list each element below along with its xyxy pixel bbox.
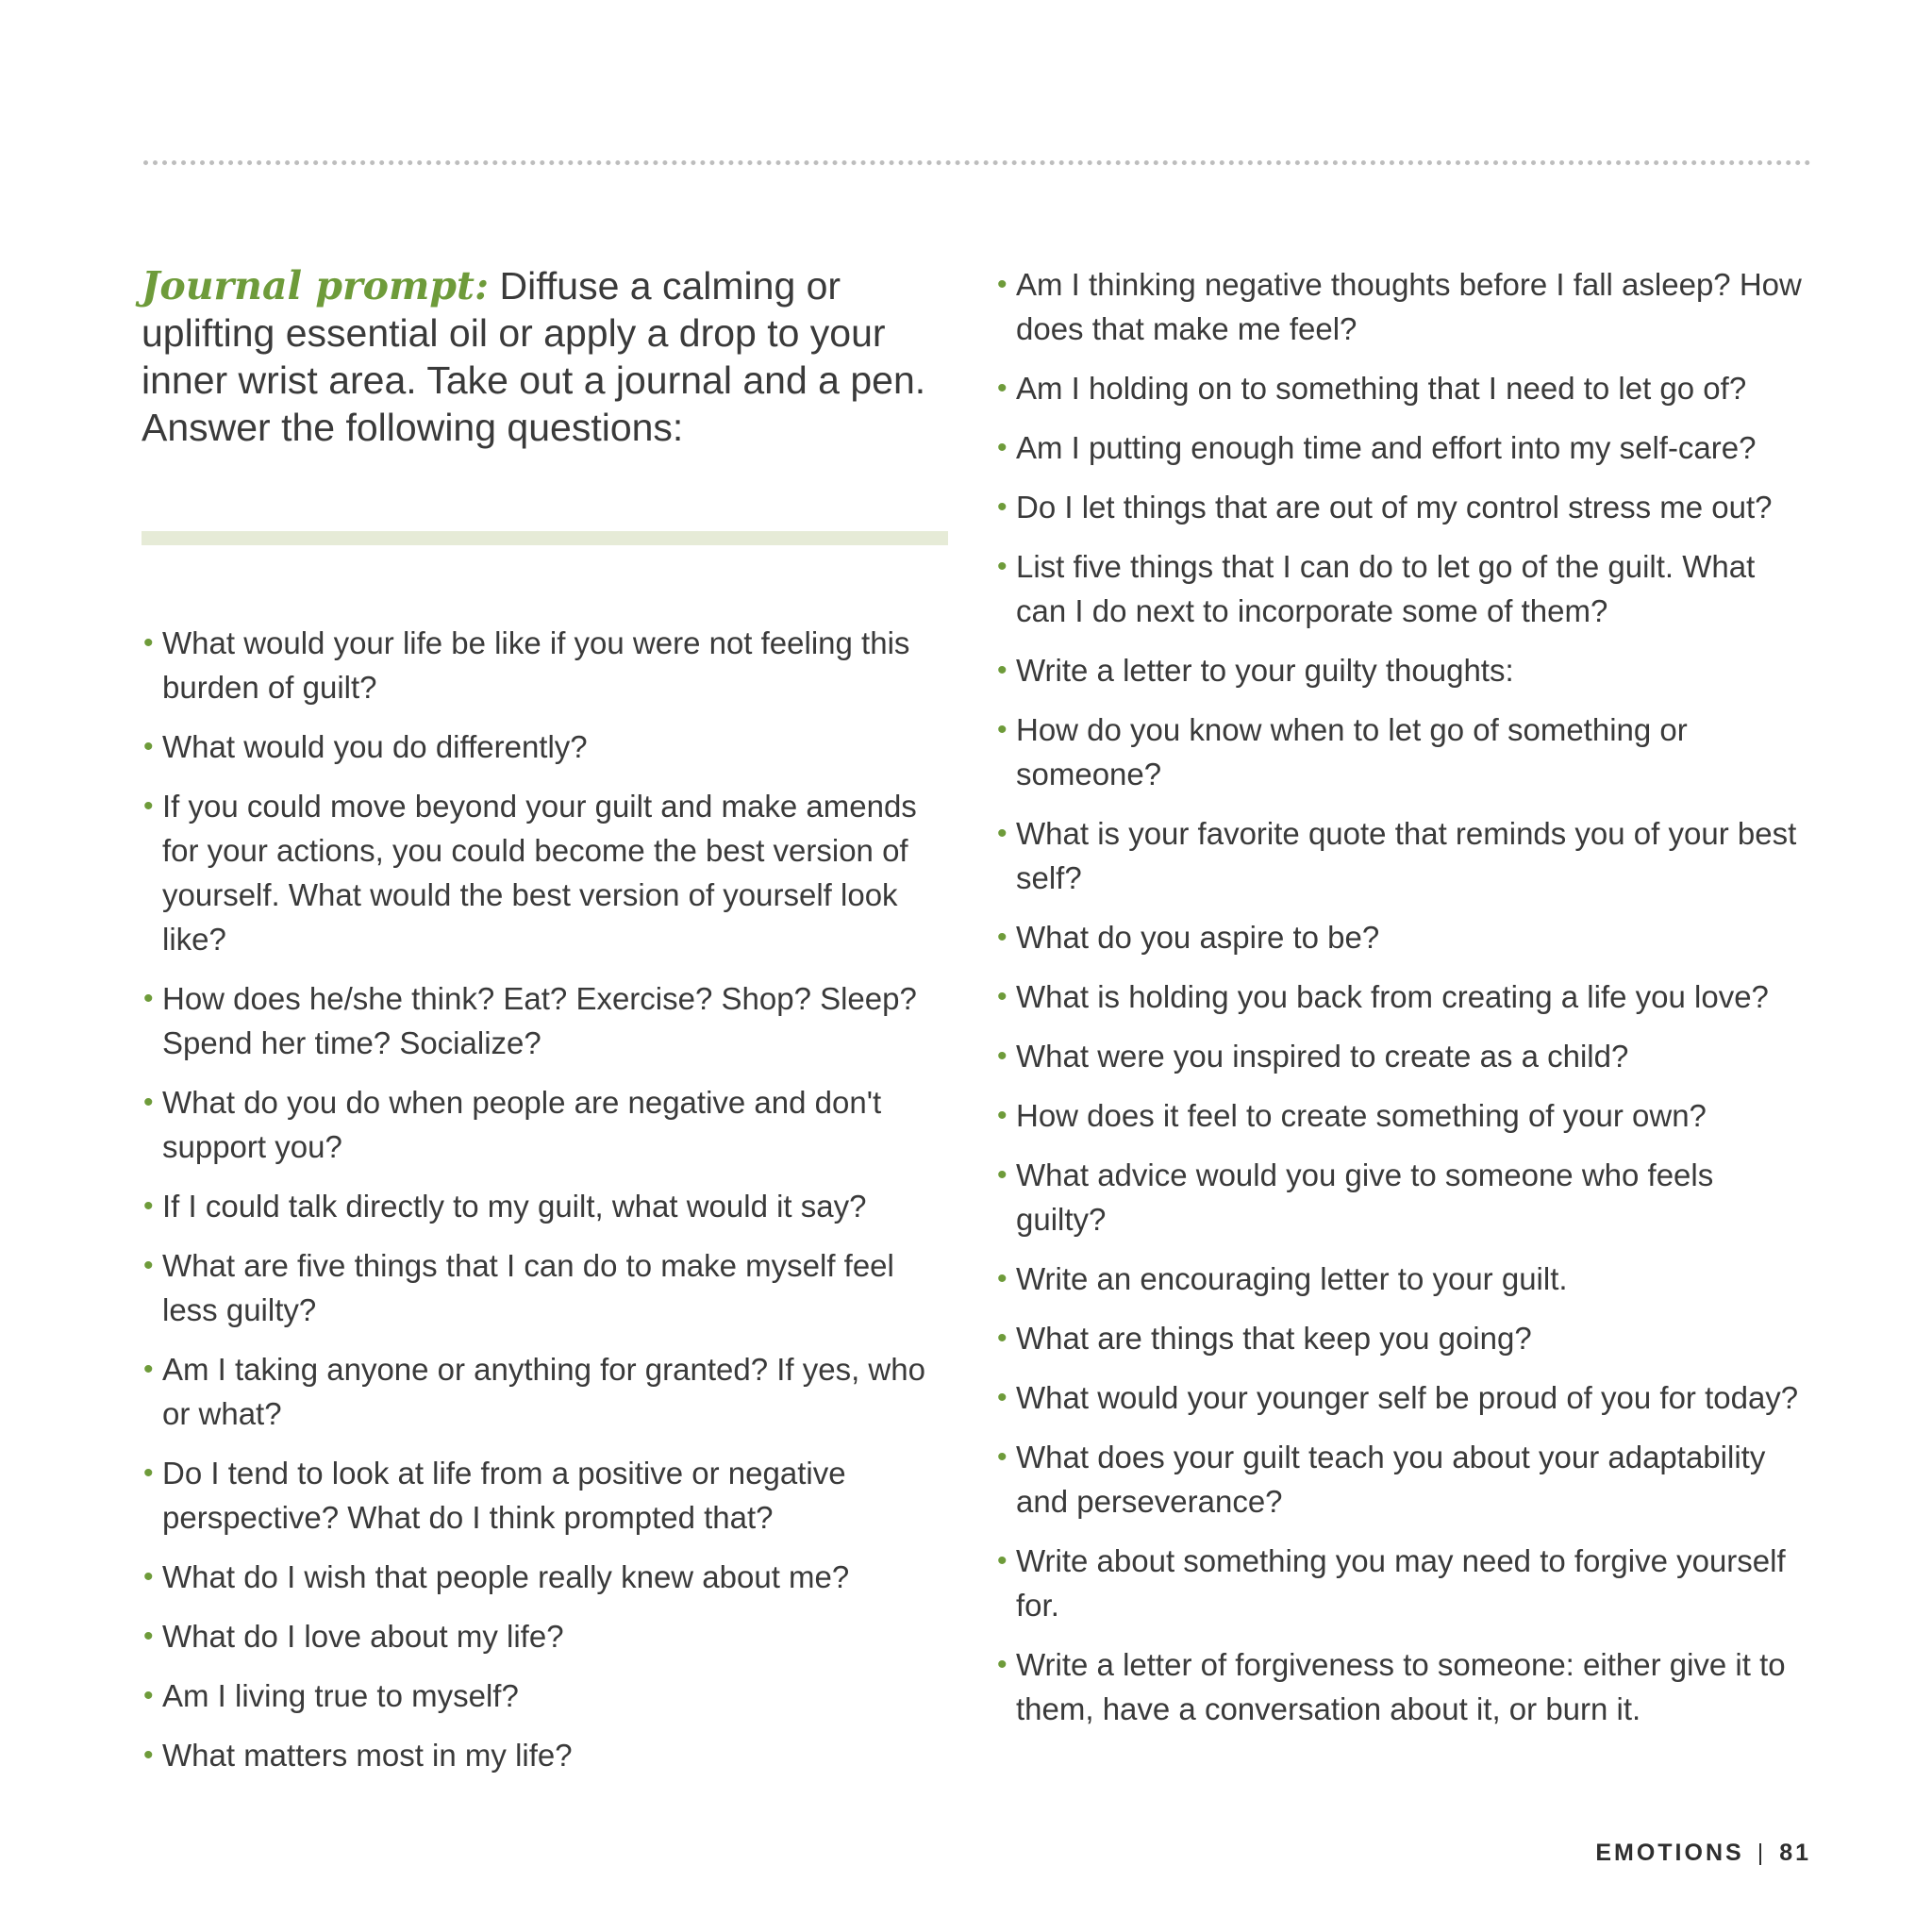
question-text: What do you do when people are negative and don't support you?: [162, 1085, 882, 1164]
question-text: What are five things that I can do to make myself feel less guilty?: [162, 1248, 894, 1327]
question-text: Do I tend to look at life from a positive or negative perspective? What do I think prompted that?: [162, 1456, 846, 1535]
bullet-icon: •: [143, 1250, 154, 1281]
list-item: [995, 425, 1811, 470]
bullet-icon: •: [997, 981, 1008, 1012]
list-item: [142, 724, 958, 769]
question-text: List five things that I can do to let go of the guilt. What can I do next to incorporate some of them?: [1016, 549, 1756, 628]
bullet-icon: •: [143, 1087, 154, 1118]
question-text: Write about something you may need to forgive yourself for.: [1016, 1543, 1786, 1623]
bullet-icon: •: [997, 1382, 1008, 1413]
question-text: How do you know when to let go of something or someone?: [1016, 712, 1688, 791]
list-item: [995, 1257, 1811, 1301]
bullet-icon: •: [997, 1545, 1008, 1576]
bullet-icon: •: [997, 1323, 1008, 1354]
list-item: [995, 262, 1811, 351]
question-text: What would your life be like if you were not feeling this burden of guilt?: [162, 625, 910, 705]
list-item: [142, 976, 958, 1065]
question-text: What does your guilt teach you about your adaptability and perseverance?: [1016, 1440, 1766, 1519]
question-list-right: [995, 262, 1811, 1746]
question-text: Am I putting enough time and effort into my self-care?: [1016, 430, 1757, 465]
list-item: [995, 366, 1811, 410]
list-item: [995, 648, 1811, 692]
list-item: [995, 1642, 1811, 1731]
question-text: What were you inspired to create as a child?: [1016, 1039, 1629, 1074]
journal-prompt-label: Journal prompt:: [142, 263, 490, 308]
list-item: [142, 1451, 958, 1540]
bullet-icon: •: [997, 491, 1008, 523]
list-item: [995, 811, 1811, 900]
question-text: Am I thinking negative thoughts before I fall asleep? How does that make me feel?: [1016, 267, 1802, 346]
bullet-icon: •: [143, 627, 154, 658]
bullet-icon: •: [143, 1191, 154, 1222]
journal-prompt-text: Diffuse a calming or uplifting essential oil or apply a drop to your inner wrist area. Take out a journal and a pen. Answer the following questions:: [142, 264, 926, 449]
bullet-icon: •: [997, 1159, 1008, 1191]
list-item: [142, 1733, 958, 1777]
section-divider-band: [142, 531, 948, 545]
question-text: How does he/she think? Eat? Exercise? Shop? Sleep? Spend her time? Socialize?: [162, 981, 917, 1060]
list-item: [995, 1153, 1811, 1241]
list-item: [995, 708, 1811, 796]
question-text: What do I love about my life?: [162, 1619, 564, 1654]
question-text: What matters most in my life?: [162, 1738, 573, 1773]
footer-separator: |: [1757, 1840, 1767, 1866]
list-item: [995, 544, 1811, 633]
dotted-divider: [143, 160, 1811, 165]
bullet-icon: •: [143, 1740, 154, 1771]
question-text: What do you aspire to be?: [1016, 920, 1380, 955]
question-text: What would your younger self be proud of you for today?: [1016, 1380, 1799, 1415]
question-text: If you could move beyond your guilt and make amends for your actions, you could become the best version of yourself. What would the best version of yourself look like?: [162, 789, 917, 957]
question-text: What would you do differently?: [162, 729, 588, 764]
list-item: [142, 1555, 958, 1599]
bullet-icon: •: [143, 983, 154, 1014]
bullet-icon: •: [997, 1441, 1008, 1473]
list-item: [995, 1435, 1811, 1524]
list-item: [142, 1184, 958, 1228]
question-text: Am I holding on to something that I need to let go of?: [1016, 371, 1747, 406]
list-item: [995, 1539, 1811, 1627]
bullet-icon: •: [997, 551, 1008, 582]
bullet-icon: •: [143, 731, 154, 762]
list-item: [995, 485, 1811, 529]
bullet-icon: •: [997, 432, 1008, 463]
question-text: If I could talk directly to my guilt, what would it say?: [162, 1189, 867, 1224]
bullet-icon: •: [997, 714, 1008, 745]
bullet-icon: •: [143, 1680, 154, 1711]
list-item: [995, 974, 1811, 1019]
list-item: [142, 1347, 958, 1436]
list-item: [995, 915, 1811, 959]
bullet-icon: •: [997, 269, 1008, 300]
list-item: [142, 621, 958, 709]
list-item: [995, 1093, 1811, 1138]
question-text: How does it feel to create something of your own?: [1016, 1098, 1707, 1133]
question-text: What is your favorite quote that reminds you of your best self?: [1016, 816, 1797, 895]
bullet-icon: •: [997, 922, 1008, 953]
question-text: Write a letter of forgiveness to someone: either give it to them, have a conversation about it, or burn it.: [1016, 1647, 1786, 1726]
question-text: What are things that keep you going?: [1016, 1321, 1532, 1356]
question-text: What is holding you back from creating a life you love?: [1016, 979, 1769, 1014]
bullet-icon: •: [997, 818, 1008, 849]
bullet-icon: •: [997, 1100, 1008, 1131]
bullet-icon: •: [143, 1354, 154, 1385]
list-item: [995, 1316, 1811, 1360]
list-item: [995, 1375, 1811, 1420]
question-text: What do I wish that people really knew about me?: [162, 1559, 850, 1594]
bullet-icon: •: [997, 655, 1008, 686]
bullet-icon: •: [143, 791, 154, 822]
list-item: [142, 1243, 958, 1332]
list-item: [142, 1080, 958, 1169]
question-list-left: [142, 621, 958, 1792]
bullet-icon: •: [143, 1621, 154, 1652]
journal-prompt-intro: [142, 262, 962, 451]
list-item: [142, 1674, 958, 1718]
bullet-icon: •: [143, 1457, 154, 1489]
list-item: [142, 784, 958, 961]
list-item: [142, 1614, 958, 1658]
bullet-icon: •: [997, 1041, 1008, 1072]
page-footer: [1595, 1840, 1811, 1867]
list-item: [995, 1034, 1811, 1078]
question-text: Am I living true to myself?: [162, 1678, 519, 1713]
question-text: Do I let things that are out of my control stress me out?: [1016, 490, 1773, 525]
bullet-icon: •: [997, 1263, 1008, 1294]
bullet-icon: •: [997, 1649, 1008, 1680]
footer-section-title: EMOTIONS: [1595, 1840, 1744, 1866]
bullet-icon: •: [997, 373, 1008, 404]
page-number: 81: [1779, 1840, 1811, 1866]
question-text: Write an encouraging letter to your guilt.: [1016, 1261, 1568, 1296]
bullet-icon: •: [143, 1561, 154, 1592]
question-text: Am I taking anyone or anything for granted? If yes, who or what?: [162, 1352, 925, 1431]
question-text: What advice would you give to someone who feels guilty?: [1016, 1158, 1714, 1237]
question-text: Write a letter to your guilty thoughts:: [1016, 653, 1514, 688]
